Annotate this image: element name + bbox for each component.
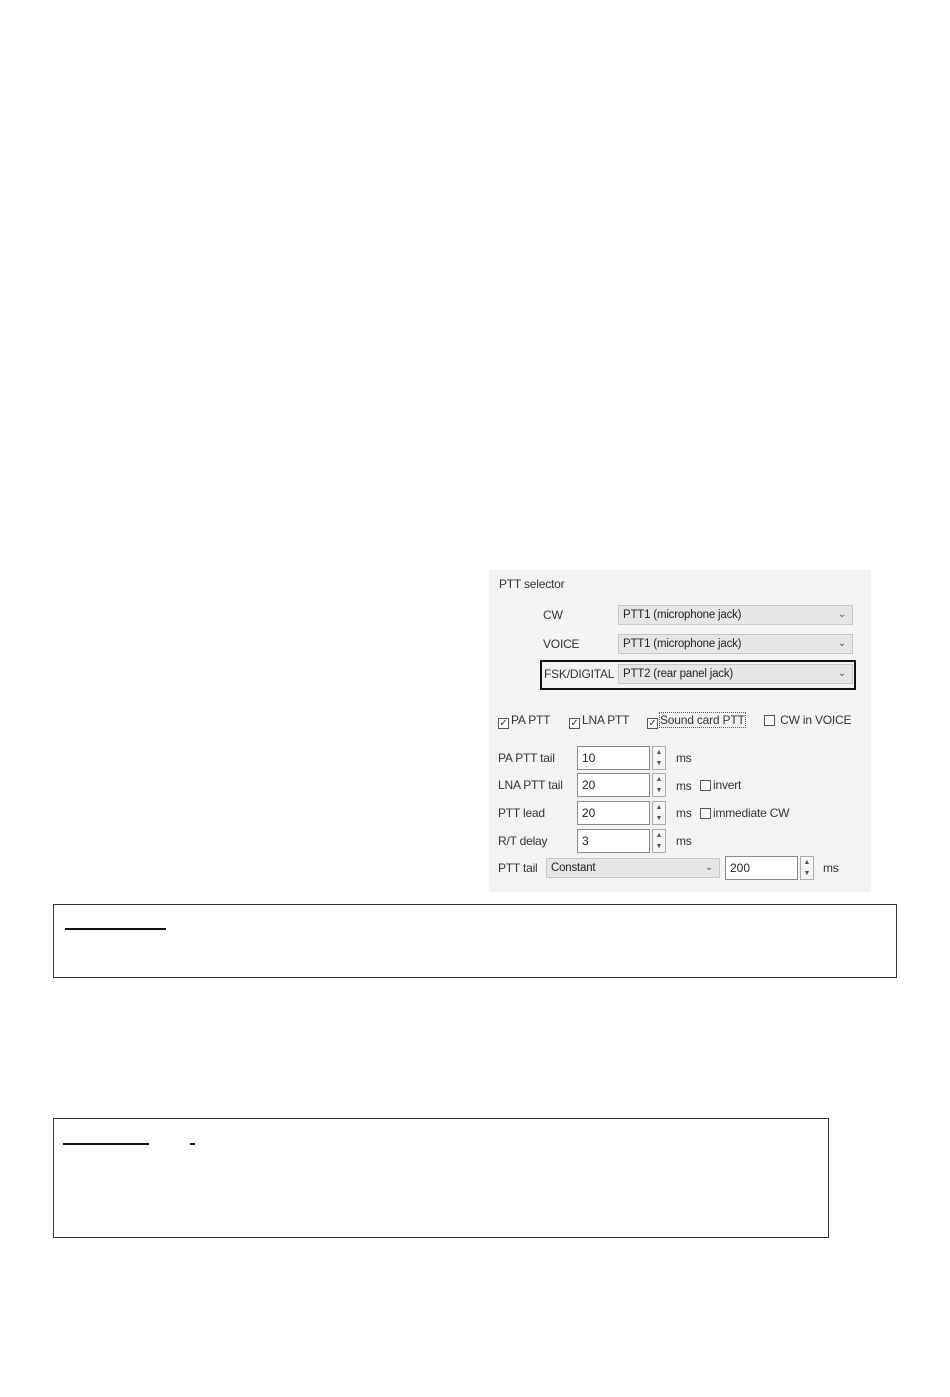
lna-ptt-checkbox[interactable] (569, 713, 629, 729)
empty-checkbox-icon (700, 808, 711, 819)
note-heading-underline (65, 928, 166, 930)
ptt-lead-unit: ms (676, 806, 692, 820)
check-icon: ✓ (499, 718, 508, 729)
fsk-digital-ptt-select-value: PTT2 (rear panel jack) (623, 668, 733, 680)
rt-delay-label: R/T delay (498, 834, 548, 848)
fsk-digital-ptt-select[interactable] (618, 664, 853, 684)
cw-ptt-select[interactable] (618, 605, 853, 625)
note-box-1 (53, 904, 897, 978)
invert-checkbox[interactable] (700, 778, 741, 792)
note-box-2 (53, 1118, 829, 1238)
sound-card-ptt-checkbox[interactable] (647, 713, 745, 729)
lna-ptt-tail-label: LNA PTT tail (498, 778, 563, 792)
empty-checkbox-icon (764, 715, 775, 726)
check-icon: ✓ (648, 718, 657, 729)
spin-up-icon[interactable]: ▲ (655, 832, 663, 839)
pa-ptt-tail-spinner[interactable] (652, 746, 666, 770)
pa-ptt-tail-input[interactable]: 10 (577, 746, 650, 770)
ptt-tail-mode-select[interactable] (546, 858, 720, 878)
ptt-lead-label: PTT lead (498, 806, 545, 820)
ptt-tail-input[interactable]: 200 (725, 856, 798, 880)
voice-ptt-select-value: PTT1 (microphone jack) (623, 638, 742, 650)
cw-ptt-select-value: PTT1 (microphone jack) (623, 609, 742, 621)
spin-up-icon[interactable]: ▲ (655, 749, 663, 756)
lna-ptt-tail-input[interactable]: 20 (577, 773, 650, 797)
spin-up-icon[interactable]: ▲ (655, 804, 663, 811)
chevron-down-icon: ⌄ (837, 609, 846, 620)
pa-ptt-checkbox-label: PA PTT (511, 713, 551, 727)
cw-in-voice-checkbox-label: CW in VOICE (780, 713, 852, 727)
ptt-lead-spinner[interactable] (652, 801, 666, 825)
spin-down-icon[interactable]: ▼ (655, 815, 663, 822)
spin-up-icon[interactable]: ▲ (655, 776, 663, 783)
ptt-selector-title: PTT selector (499, 577, 565, 591)
ptt-tail-spinner[interactable] (800, 856, 814, 880)
spin-down-icon[interactable]: ▼ (655, 787, 663, 794)
spin-up-icon[interactable]: ▲ (803, 859, 811, 866)
spin-down-icon[interactable]: ▼ (655, 760, 663, 767)
chevron-down-icon: ⌄ (837, 668, 846, 679)
ptt-lead-input[interactable]: 20 (577, 801, 650, 825)
empty-checkbox-icon (700, 780, 711, 791)
chevron-down-icon: ⌄ (837, 638, 846, 649)
immediate-cw-checkbox[interactable] (700, 806, 789, 820)
lna-ptt-checkbox-label: LNA PTT (582, 713, 630, 727)
immediate-cw-checkbox-label: immediate CW (713, 806, 790, 820)
voice-ptt-select[interactable] (618, 634, 853, 654)
ptt-tail-unit: ms (823, 861, 839, 875)
rt-delay-spinner[interactable] (652, 829, 666, 853)
note-heading-mark (190, 1143, 195, 1145)
sound-card-ptt-checkbox-label: Sound card PTT (660, 713, 745, 727)
check-icon: ✓ (570, 718, 579, 729)
cw-label: CW (543, 608, 563, 622)
ptt-tail-label: PTT tail (498, 861, 538, 875)
invert-checkbox-label: invert (713, 778, 742, 792)
cw-in-voice-checkbox[interactable] (764, 713, 851, 727)
chevron-down-icon: ⌄ (704, 862, 713, 873)
fsk-digital-label: FSK/DIGITAL (544, 667, 615, 681)
ptt-settings-panel (489, 570, 871, 892)
pa-ptt-checkbox[interactable] (498, 713, 550, 729)
spin-down-icon[interactable]: ▼ (655, 843, 663, 850)
pa-ptt-tail-unit: ms (676, 751, 692, 765)
pa-ptt-tail-label: PA PTT tail (498, 751, 555, 765)
note-heading-underline (63, 1143, 149, 1145)
rt-delay-input[interactable]: 3 (577, 829, 650, 853)
spin-down-icon[interactable]: ▼ (803, 870, 811, 877)
ptt-tail-mode-value: Constant (551, 862, 596, 874)
lna-ptt-tail-spinner[interactable] (652, 773, 666, 797)
rt-delay-unit: ms (676, 834, 692, 848)
lna-ptt-tail-unit: ms (676, 779, 692, 793)
voice-label: VOICE (543, 637, 580, 651)
